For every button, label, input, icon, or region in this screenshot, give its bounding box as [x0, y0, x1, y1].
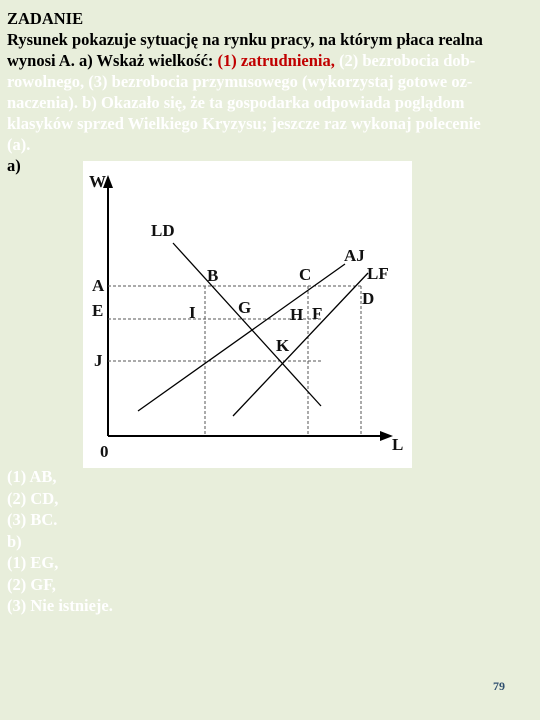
task-line-2-start: wynosi A. a) Wskaż wielkość:	[7, 51, 218, 70]
labor-market-diagram	[83, 161, 412, 468]
task-title: ZADANIE	[7, 9, 84, 28]
task-highlight-employment: (1) zatrudnienia,	[217, 51, 335, 70]
lf-label: LF	[367, 264, 389, 283]
answer-a1: (1) AB,	[7, 467, 57, 486]
axis-l-label: L	[392, 435, 404, 454]
point-f-label: F	[312, 304, 323, 323]
point-g-label: G	[238, 298, 252, 317]
point-i-label: I	[189, 303, 196, 322]
task-line-2-end: (2) bezrobocia dob-	[334, 51, 476, 70]
task-line-2	[7, 50, 535, 71]
point-c-label: C	[299, 265, 312, 284]
task-line-1: Rysunek pokazuje sytuację na rynku pracy, na którym płaca realna	[7, 30, 483, 49]
part-a-label: a)	[7, 156, 21, 175]
ld-label: LD	[151, 221, 175, 240]
aj-label: AJ	[344, 246, 365, 265]
axis-w-label: W	[89, 172, 106, 191]
answer-b3: (3) Nie istnieje.	[7, 596, 113, 615]
page-number: 79	[493, 679, 505, 693]
level-a-label: A	[92, 276, 105, 295]
level-e-label: E	[92, 301, 104, 320]
task-line-5: klasyków sprzed Wielkiego Kryzysu; jeszcze raz wykonaj polecenie	[7, 114, 481, 133]
d-label: D	[362, 289, 375, 308]
origin-label: 0	[100, 442, 109, 461]
task-line-4: naczenia). b) Okazało się, że ta gospodarka odpowiada poglądom	[7, 93, 465, 112]
answer-a3: (3) BC.	[7, 510, 58, 529]
point-k-label: K	[276, 336, 290, 355]
level-j-label: J	[94, 351, 103, 370]
answer-a2: (2) CD,	[7, 488, 59, 508]
task-line-6: (a).	[7, 135, 31, 154]
diagram-svg	[83, 161, 412, 468]
answer-b2: (2) GF,	[7, 574, 56, 594]
answer-part-b-label: b)	[7, 531, 22, 551]
answer-b1: (1) EG,	[7, 553, 59, 572]
task-line-3: rowolnego, (3) bezrobocia przymusowego (wykorzystaj gotowe oz-	[7, 72, 473, 91]
point-h-label: H	[290, 305, 304, 324]
lf-curve	[233, 273, 368, 416]
answers-block	[7, 466, 113, 617]
task-text	[7, 8, 535, 176]
point-b-label: B	[207, 266, 219, 285]
